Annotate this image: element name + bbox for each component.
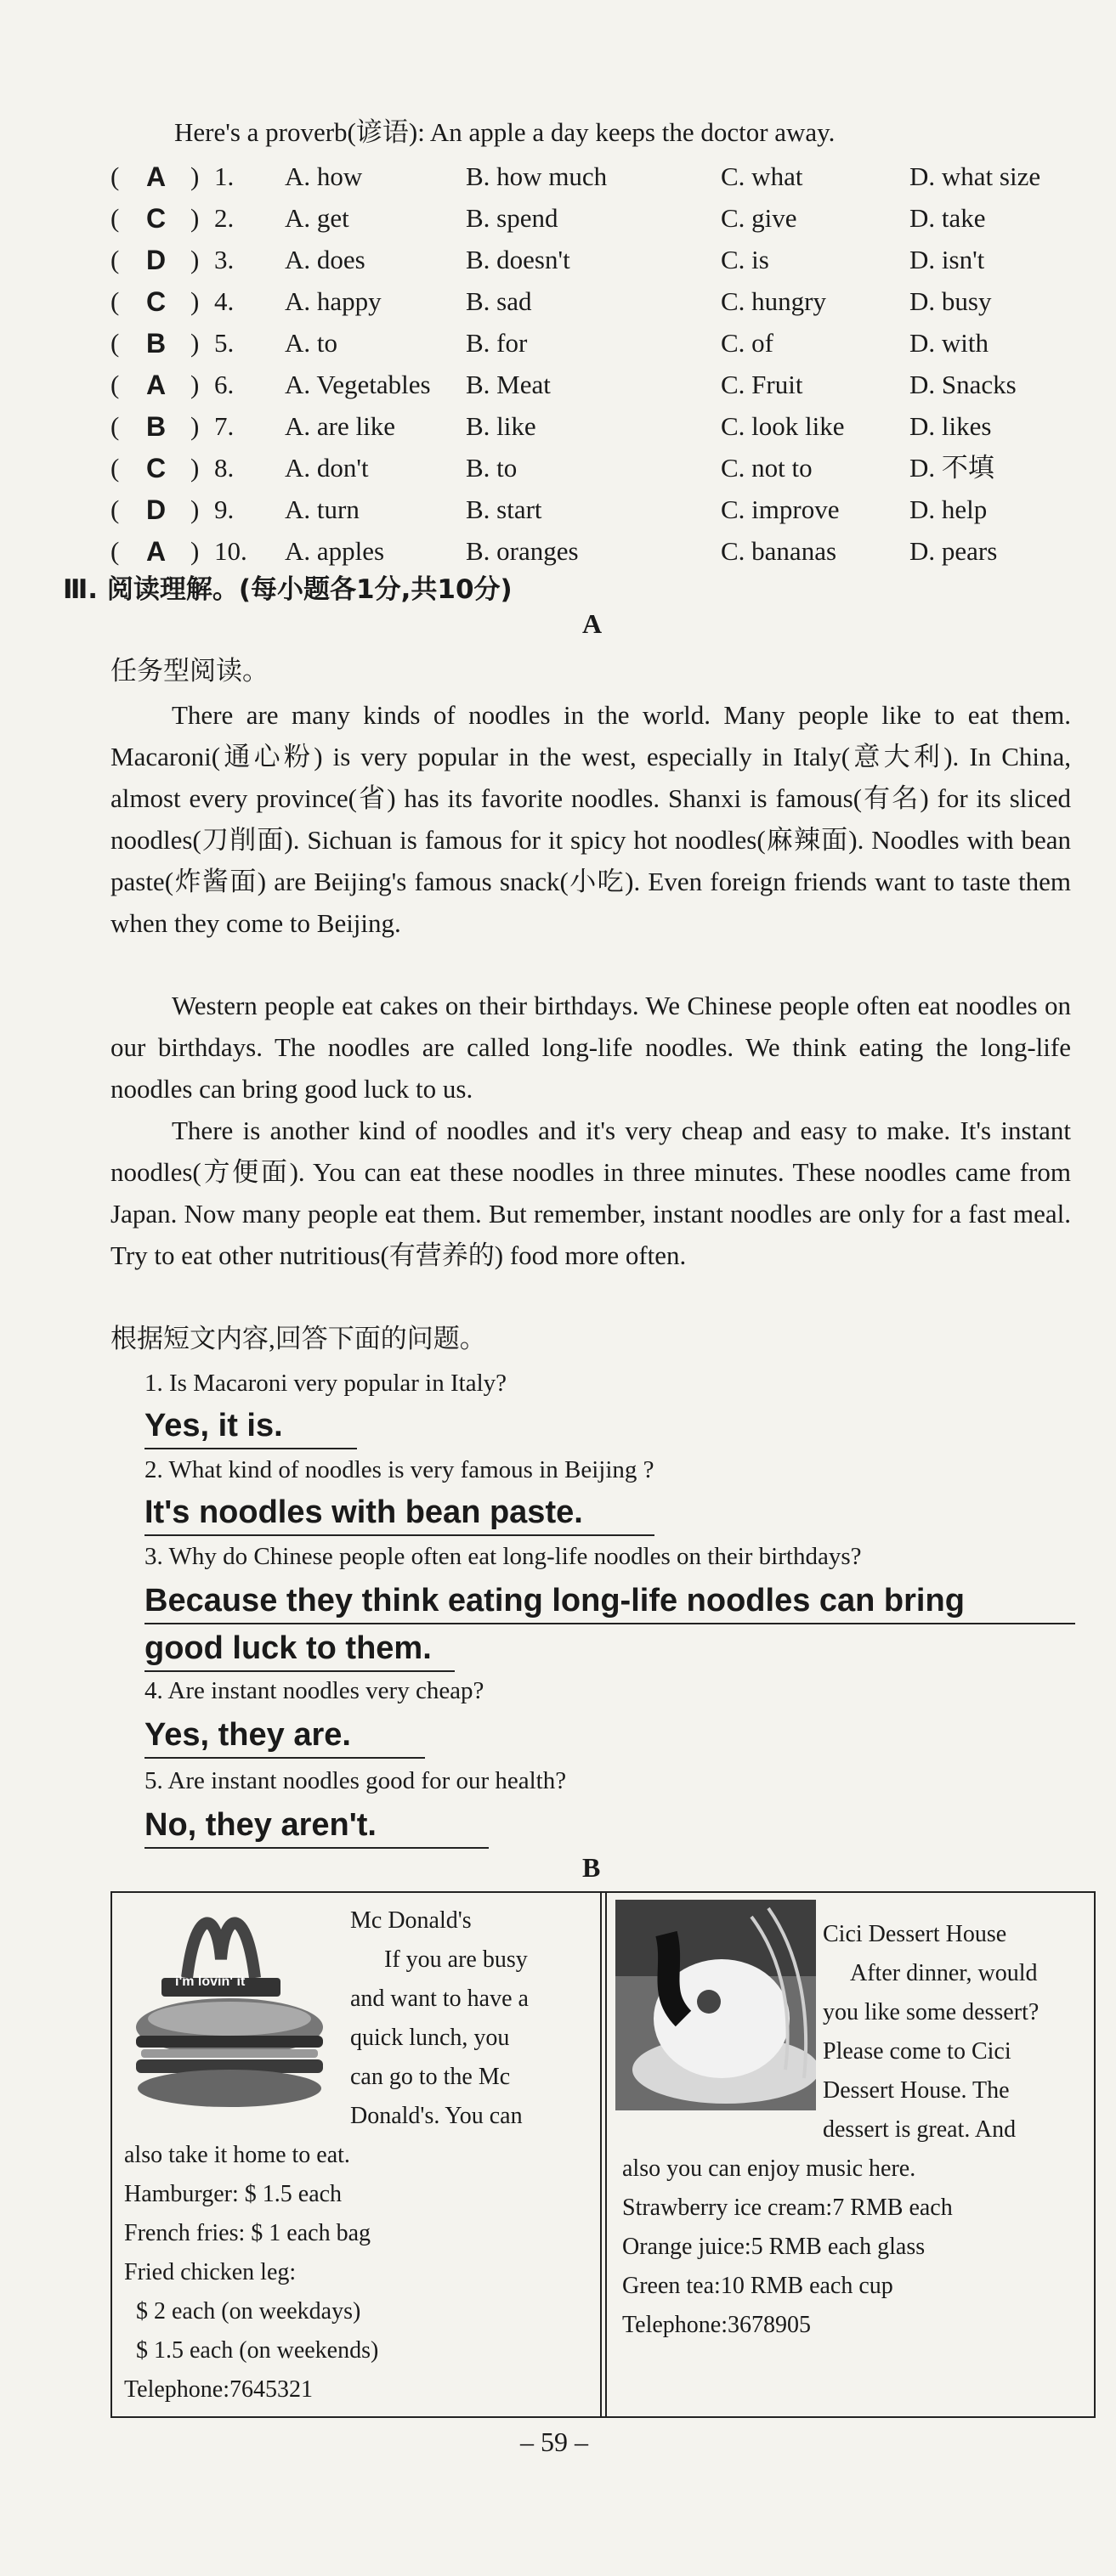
option-d: D. pears xyxy=(909,536,998,566)
right-paren: ) xyxy=(190,494,200,524)
left-paren: ( xyxy=(110,411,120,441)
part-b-letter: B xyxy=(582,1852,601,1883)
right-paren: ) xyxy=(190,161,200,191)
answer-letter: A xyxy=(146,161,167,192)
item-number: 10. xyxy=(214,536,247,566)
option-c: C. of xyxy=(721,328,773,358)
item-number: 3. xyxy=(214,245,235,274)
left-paren: ( xyxy=(110,370,120,399)
option-a: A. happy xyxy=(285,286,382,316)
option-a: A. to xyxy=(285,328,337,358)
item-number: 4. xyxy=(214,286,235,316)
item-number: 7. xyxy=(214,411,235,441)
left-paren: ( xyxy=(110,536,120,566)
answer-letter: B xyxy=(146,411,167,442)
option-b: B. spend xyxy=(466,203,558,233)
answer-5: No, they aren't. xyxy=(144,1803,489,1849)
option-b: B. for xyxy=(466,328,528,358)
option-c: C. bananas xyxy=(721,536,837,566)
answer-letter: C xyxy=(146,286,167,317)
right-paren: ) xyxy=(190,245,200,274)
item-number: 6. xyxy=(214,370,235,399)
item-number: 8. xyxy=(214,453,235,483)
answer-4: Yes, they are. xyxy=(144,1713,425,1759)
option-c: C. give xyxy=(721,203,797,233)
option-c: C. look like xyxy=(721,411,845,441)
question-5: 5. Are instant noodles good for our health? xyxy=(144,1767,567,1794)
mcdonalds-desc: If you are busy and want to have a quick lunch, you can go to the Mc Donald's. You can xyxy=(350,1946,529,2129)
option-a: A. get xyxy=(285,203,349,233)
left-paren: ( xyxy=(110,494,120,524)
option-d: D. isn't xyxy=(909,245,985,274)
proverb-intro: Here's a proverb(谚语): An apple a day keeps the doctor away. xyxy=(174,117,836,147)
section-3-title: Ⅲ. 阅读理解。(每小题各1分,共10分) xyxy=(63,574,513,605)
answer-letter: A xyxy=(146,370,167,400)
left-paren: ( xyxy=(110,286,120,316)
right-paren: ) xyxy=(190,328,200,358)
answer-3-cont: good luck to them. xyxy=(144,1626,455,1672)
passage-paragraph-2: Western people eat cakes on their birthdays. We Chinese people often eat noodles on our birthdays. The noodles are called long-life noodles. We think eating the long-life noodles can bring good luck to us. xyxy=(110,991,1071,1104)
option-b: B. Meat xyxy=(466,370,551,399)
option-a: A. Vegetables xyxy=(285,370,431,399)
option-b: B. to xyxy=(466,453,518,483)
answer-letter: D xyxy=(146,245,167,275)
page-number: – 59 – xyxy=(520,2426,588,2457)
right-paren: ) xyxy=(190,203,200,233)
answer-3: Because they think eating long-life noodles can bring xyxy=(144,1579,1075,1624)
dessert-image xyxy=(615,1900,816,2110)
menu-item: Hamburger: $ 1.5 each xyxy=(124,2181,343,2207)
right-paren: ) xyxy=(190,411,200,441)
question-1: 1. Is Macaroni very popular in Italy? xyxy=(144,1370,507,1397)
menu-item: Fried chicken leg: xyxy=(124,2259,297,2285)
option-c: C. is xyxy=(721,245,769,274)
item-number: 1. xyxy=(214,161,235,191)
option-b: B. how much xyxy=(466,161,608,191)
answer-letter: C xyxy=(146,203,167,234)
option-c: C. Fruit xyxy=(721,370,803,399)
passage-paragraph-3: There is another kind of noodles and it's very cheap and easy to make. It's instant noodles(方便面). You can eat these noodles in three minutes. These noodles came from Japan. Now many people eat them. But remember, instant noodles are only for a fast meal. Try to eat other nutritious(有营养的) food more often. xyxy=(110,1116,1071,1270)
left-paren: ( xyxy=(110,161,120,191)
answer-2: It's noodles with bean paste. xyxy=(144,1490,654,1536)
option-d: D. what size xyxy=(909,161,1041,191)
mcdonalds-menu xyxy=(124,2175,378,2409)
left-paren: ( xyxy=(110,453,120,483)
passage-paragraph-1: There are many kinds of noodles in the world. Many people like to eat them. Macaroni(通心粉) is very popular in the west, especially in Italy(意大利). In China, almost every province(省) has its favorite noodles. Shanxi is famous(有名) for its sliced noodles(刀削面). Sichuan is famous for it spicy hot noodles(麻辣面). Noodles with bean paste(炸酱面) are Beijing's famous snack(小吃). Even foreign friends want to taste them when they come to Beijing. xyxy=(110,700,1071,938)
option-d: D. Snacks xyxy=(909,370,1017,399)
option-b: B. like xyxy=(466,411,536,441)
cici-title: Cici Dessert House xyxy=(823,1921,1007,1947)
question-2: 2. What kind of noodles is very famous in Beijing ? xyxy=(144,1456,654,1483)
menu-item: Green tea:10 RMB each cup xyxy=(622,2273,893,2299)
option-b: B. doesn't xyxy=(466,245,570,274)
left-paren: ( xyxy=(110,328,120,358)
option-d: D. busy xyxy=(909,286,992,316)
option-a: A. turn xyxy=(285,494,360,524)
option-b: B. oranges xyxy=(466,536,579,566)
answer-letter: A xyxy=(146,536,167,567)
option-c: C. not to xyxy=(721,453,813,483)
menu-item: $ 1.5 each (on weekends) xyxy=(136,2337,379,2364)
answer-letter: D xyxy=(146,494,167,525)
option-b: B. sad xyxy=(466,286,532,316)
mcdonalds-slogan: i'm lovin' it xyxy=(175,1974,246,1989)
mcdonalds-desc-end: also take it home to eat. xyxy=(124,2142,350,2168)
right-paren: ) xyxy=(190,536,200,566)
option-d: D. with xyxy=(909,328,989,358)
answer-1: Yes, it is. xyxy=(144,1404,357,1449)
left-paren: ( xyxy=(110,203,120,233)
option-b: B. start xyxy=(466,494,542,524)
right-paren: ) xyxy=(190,286,200,316)
mcdonalds-burger-image xyxy=(119,1900,342,2110)
task-type-label: 任务型阅读。 xyxy=(110,656,269,686)
option-d: D. help xyxy=(909,494,988,524)
ads-box xyxy=(110,1891,1096,2418)
mcdonalds-title: Mc Donald's xyxy=(350,1907,472,1934)
cici-menu xyxy=(622,2189,953,2345)
left-paren: ( xyxy=(110,245,120,274)
option-a: A. don't xyxy=(285,453,369,483)
option-d: D. 不填 xyxy=(909,453,994,483)
option-a: A. does xyxy=(285,245,365,274)
cici-desc: After dinner, would you like some dessert? Please come to Cici Dessert House. The dessert is great. And xyxy=(823,1960,1040,2143)
right-paren: ) xyxy=(190,453,200,483)
option-d: D. take xyxy=(909,203,986,233)
right-paren: ) xyxy=(190,370,200,399)
option-c: C. improve xyxy=(721,494,840,524)
item-number: 2. xyxy=(214,203,235,233)
option-d: D. likes xyxy=(909,411,992,441)
instruction-text: 根据短文内容,回答下面的问题。 xyxy=(110,1324,486,1353)
option-c: C. hungry xyxy=(721,286,826,316)
item-number: 9. xyxy=(214,494,235,524)
part-a-letter: A xyxy=(582,608,603,639)
answer-letter: B xyxy=(146,328,167,359)
answer-letter: C xyxy=(146,453,167,483)
option-c: C. what xyxy=(721,161,803,191)
item-number: 5. xyxy=(214,328,235,358)
ads-divider xyxy=(600,1893,607,2416)
menu-item: Strawberry ice cream:7 RMB each xyxy=(622,2195,953,2221)
menu-item: French fries: $ 1 each bag xyxy=(124,2220,371,2246)
telephone: Telephone:7645321 xyxy=(124,2376,313,2403)
question-4: 4. Are instant noodles very cheap? xyxy=(144,1677,484,1704)
cici-desc-end: also you can enjoy music here. xyxy=(622,2155,916,2182)
telephone: Telephone:3678905 xyxy=(622,2312,811,2338)
option-a: A. apples xyxy=(285,536,385,566)
option-a: A. how xyxy=(285,161,363,191)
menu-item: $ 2 each (on weekdays) xyxy=(136,2298,361,2325)
question-3: 3. Why do Chinese people often eat long-life noodles on their birthdays? xyxy=(144,1543,862,1570)
option-a: A. are like xyxy=(285,411,395,441)
menu-item: Orange juice:5 RMB each glass xyxy=(622,2234,926,2260)
